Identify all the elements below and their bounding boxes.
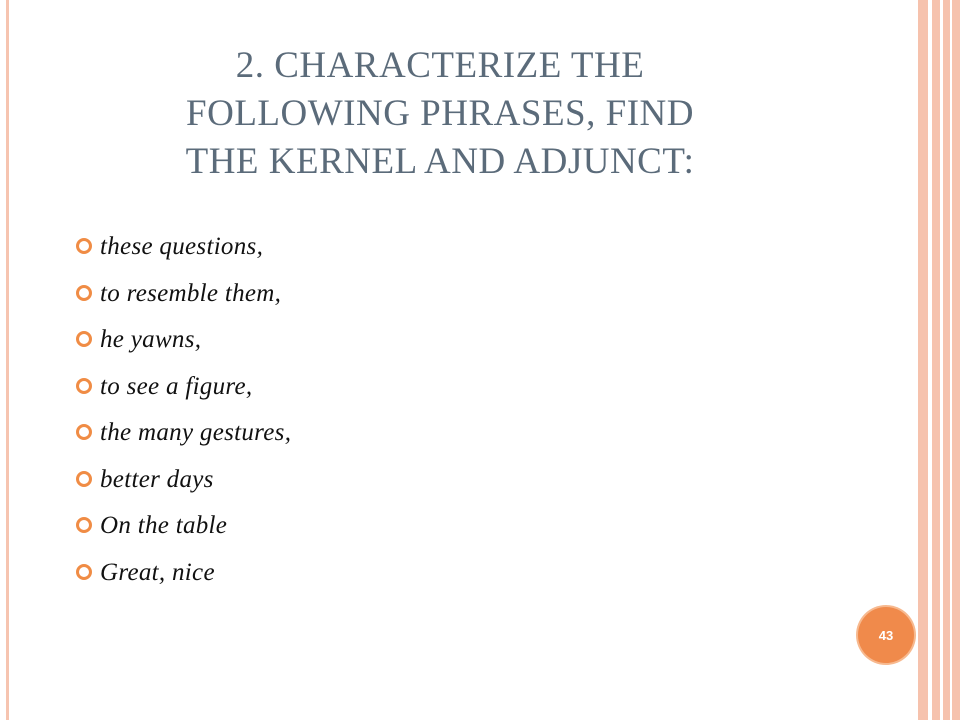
- circle-bullet-icon: [76, 424, 92, 440]
- phrase-text: the many gestures,: [100, 419, 292, 446]
- circle-bullet-icon: [76, 471, 92, 487]
- title-line: THE KERNEL AND ADJUNCT:: [185, 141, 695, 182]
- circle-bullet-icon: [76, 517, 92, 533]
- page-number: 43: [878, 627, 894, 643]
- phrase-text: these questions,: [100, 233, 264, 260]
- circle-bullet-icon: [76, 378, 92, 394]
- circle-bullet-icon: [76, 564, 92, 580]
- phrase-text: to resemble them,: [100, 279, 282, 307]
- band-stripe: [950, 0, 952, 720]
- title-line: 2. CHARACTERIZE THE: [235, 45, 645, 86]
- page-number-badge: [858, 607, 914, 663]
- list-item: [76, 372, 291, 419]
- list-item: [76, 558, 291, 605]
- phrase-text: to see a figure,: [100, 372, 253, 400]
- circle-bullet-icon: [76, 331, 92, 347]
- phrase-text: Great, nice: [100, 558, 215, 586]
- list-item: [76, 279, 291, 326]
- phrase-list: [76, 232, 291, 604]
- list-item: [76, 465, 291, 512]
- right-decorative-band: [918, 0, 960, 720]
- circle-bullet-icon: [76, 285, 92, 301]
- slide-title: [60, 42, 820, 186]
- band-stripe: [940, 0, 943, 720]
- list-item: [76, 418, 291, 465]
- phrase-text: better days: [100, 465, 214, 493]
- title-line: FOLLOWING PHRASES, FIND: [186, 93, 694, 134]
- circle-bullet-icon: [76, 238, 92, 254]
- list-item: [76, 232, 291, 279]
- list-item: [76, 325, 291, 372]
- list-item: [76, 511, 291, 558]
- left-border-rule: [6, 0, 9, 720]
- phrase-text: he yawns,: [100, 326, 202, 353]
- phrase-text: On the table: [100, 512, 228, 539]
- band-stripe: [928, 0, 932, 720]
